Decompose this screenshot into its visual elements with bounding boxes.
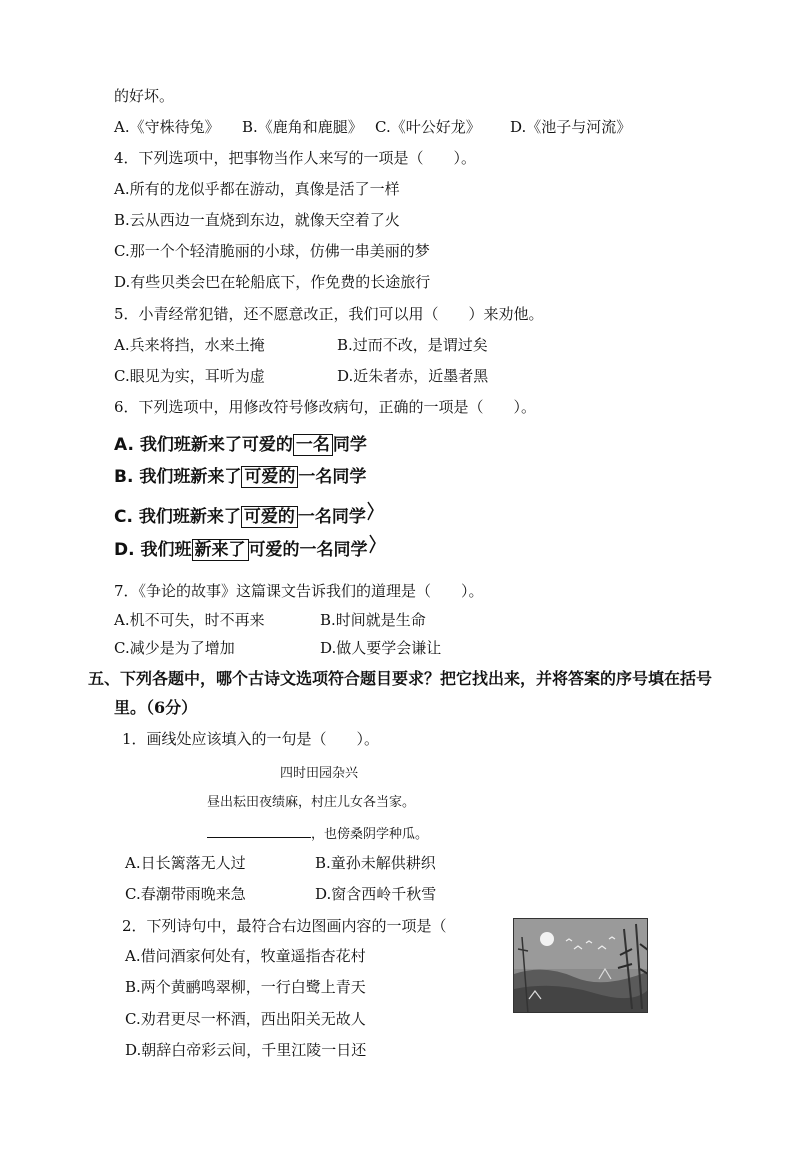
p1-option-d[interactable]: D.窗含西岭千秋雪 bbox=[315, 885, 437, 903]
q5-option-b[interactable]: B.过而不改，是谓过矣 bbox=[337, 336, 488, 354]
p2-option-a[interactable]: A.借问酒家何处有，牧童遥指杏花村 bbox=[125, 947, 366, 965]
q5-option-c[interactable]: C.眼见为实，耳听为虚 bbox=[114, 367, 265, 385]
q7-option-b[interactable]: B.时间就是生命 bbox=[320, 611, 426, 629]
q6-option-d-pre: 我们班 bbox=[140, 540, 192, 560]
q3-options bbox=[114, 117, 631, 137]
q6-option-b-post: 一名同学 bbox=[298, 467, 367, 487]
section-5-title-cont: 里。（6分） bbox=[114, 698, 198, 717]
q6-option-a-label: A. bbox=[114, 435, 140, 455]
p2-stem-pre: 2．下列诗句中，最符合右边图画内容的一项是（ bbox=[122, 917, 447, 935]
q4-option-c[interactable]: C.那一个个轻清脆丽的小球，仿佛一串美丽的梦 bbox=[114, 242, 430, 260]
q6-option-c[interactable] bbox=[114, 500, 376, 527]
q7-option-a[interactable]: A.机不可失，时不再来 bbox=[114, 611, 265, 629]
p1-option-a[interactable]: A.日长篱落无人过 bbox=[125, 854, 246, 872]
answer-blank[interactable] bbox=[207, 823, 311, 838]
p1-option-c[interactable]: C.春潮带雨晚来急 bbox=[125, 885, 246, 903]
p2-option-d[interactable]: D.朝辞白帝彩云间，千里江陵一日还 bbox=[125, 1041, 367, 1059]
q6-option-a-post: 同学 bbox=[332, 435, 367, 455]
q6-option-d-boxed: 新来了 bbox=[192, 539, 249, 561]
q4-stem: 4．下列选项中，把事物当作人来写的一项是（ ）。 bbox=[114, 149, 477, 167]
q6-option-a[interactable] bbox=[114, 435, 367, 455]
p1-options-row1 bbox=[125, 853, 436, 873]
q4-option-b[interactable]: B.云从西边一直烧到东边，就像天空着了火 bbox=[114, 211, 400, 229]
q6-option-c-post: 一名同学 bbox=[297, 507, 366, 527]
q5-option-d[interactable]: D.近朱者赤，近墨者黑 bbox=[337, 367, 489, 385]
q7-options-row1 bbox=[114, 610, 426, 630]
insertion-mark-icon bbox=[368, 533, 378, 555]
poem-line-2-text: ，也傍桑阴学种瓜。 bbox=[311, 827, 429, 842]
q6-option-c-label: C. bbox=[114, 507, 139, 527]
q6-option-b-pre: 我们班新来了 bbox=[139, 467, 242, 487]
q6-option-d[interactable] bbox=[114, 533, 378, 560]
p1-options-row2 bbox=[125, 884, 436, 904]
q5-options-row2 bbox=[114, 366, 488, 386]
q7-options-row2 bbox=[114, 638, 441, 658]
p2-option-c[interactable]: C.劝君更尽一杯酒，西出阳关无故人 bbox=[125, 1010, 366, 1028]
q6-option-c-pre: 我们班新来了 bbox=[138, 507, 241, 527]
q6-option-a-pre: 我们班新来了可爱的 bbox=[139, 435, 293, 455]
q3-stem-tail: 的好坏。 bbox=[114, 87, 175, 105]
q5-stem: 5．小青经常犯错，还不愿意改正，我们可以用（ ）来劝他。 bbox=[114, 305, 544, 323]
poem-line-1: 昼出耘田夜绩麻，村庄儿女各当家。 bbox=[207, 795, 416, 810]
q3-option-d[interactable]: D.《池子与河流》 bbox=[510, 118, 632, 136]
q6-option-b-label: B. bbox=[114, 467, 140, 487]
p1-stem: 1．画线处应该填入的一句是（ ）。 bbox=[122, 730, 380, 748]
poem-illustration bbox=[513, 918, 648, 1013]
q3-option-b[interactable]: B.《鹿角和鹿腿》 bbox=[242, 118, 363, 136]
poem-line-2 bbox=[207, 823, 428, 845]
q6-option-b[interactable] bbox=[114, 467, 366, 487]
p2-option-b[interactable]: B.两个黄鹂鸣翠柳，一行白鹭上青天 bbox=[125, 978, 366, 996]
q4-option-d[interactable]: D.有些贝类会巴在轮船底下，作免费的长途旅行 bbox=[114, 273, 431, 291]
landscape-illustration-icon bbox=[514, 919, 648, 1013]
p1-option-b[interactable]: B.童孙未解供耕织 bbox=[315, 854, 436, 872]
q7-option-c[interactable]: C.减少是为了增加 bbox=[114, 639, 235, 657]
poem-title: 四时田园杂兴 bbox=[280, 766, 359, 781]
q3-option-a[interactable]: A.《守株待兔》 bbox=[114, 118, 220, 136]
q6-stem: 6．下列选项中，用修改符号修改病句，正确的一项是（ ）。 bbox=[114, 398, 537, 416]
q4-option-a[interactable]: A.所有的龙似乎都在游动，真像是活了一样 bbox=[114, 180, 400, 198]
insertion-mark-icon bbox=[366, 500, 376, 522]
q6-option-a-boxed: 一名 bbox=[293, 434, 333, 456]
q6-option-b-boxed: 可爱的 bbox=[241, 466, 298, 488]
q7-option-d[interactable]: D.做人要学会谦让 bbox=[320, 639, 442, 657]
q7-stem: 7．《争论的故事》这篇课文告诉我们的道理是（ ）。 bbox=[114, 582, 484, 600]
q5-options-row1 bbox=[114, 335, 488, 355]
q6-option-c-boxed: 可爱的 bbox=[241, 506, 298, 528]
section-5-title: 五、下列各题中，哪个古诗文选项符合题目要求？把它找出来，并将答案的序号填在括号 bbox=[88, 669, 713, 688]
q3-option-c[interactable]: C.《叶公好龙》 bbox=[375, 118, 481, 136]
q6-option-d-post: 可爱的一名同学 bbox=[248, 540, 368, 560]
q5-option-a[interactable]: A.兵来将挡，水来土掩 bbox=[114, 336, 265, 354]
q6-option-d-label: D. bbox=[114, 540, 141, 560]
